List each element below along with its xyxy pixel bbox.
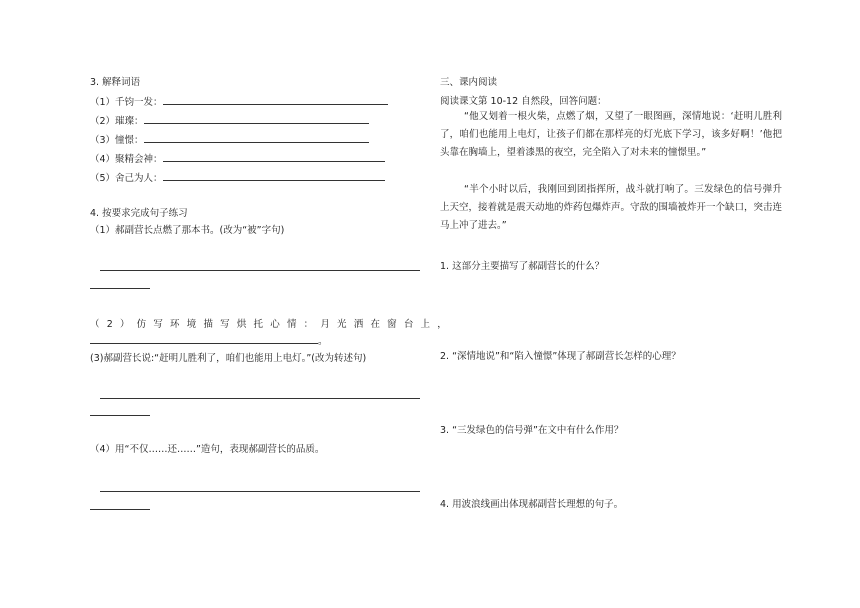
sentence-q2-blank-row [90,334,328,348]
answer-blank[interactable] [144,133,369,143]
answer-blank[interactable] [90,334,318,344]
vocab-item-1 [90,95,388,109]
reading-question-4: 4. 用波浪线画出体现郝副营长理想的句子。 [440,499,624,510]
answer-line[interactable] [90,288,150,289]
reading-question-2: 2. “深情地说”和“陷入憧憬”体现了郝副营长怎样的心理？ [440,351,681,362]
vocab-item-label: （1）千钧一发： [90,97,163,108]
section-4-heading: 4. 按要求完成句子练习 [90,208,188,219]
answer-line[interactable] [100,270,420,271]
reading-section-title: 三、课内阅读 [440,77,498,88]
sentence-q4: （4）用“不仅……还……”造句，表现郝副营长的品质。 [90,444,325,455]
answer-blank[interactable] [163,171,385,181]
section-3-heading: 3. 解释词语 [90,77,141,88]
reading-question-3: 3. “三发绿色的信号弹”在文中有什么作用？ [440,425,624,436]
sentence-q2-end: 。 [318,336,328,347]
answer-line[interactable] [100,491,420,492]
answer-line[interactable] [90,415,150,416]
answer-line[interactable] [90,509,150,510]
vocab-item-label: （4）聚精会神： [90,154,163,165]
reading-paragraph-2: “半个小时以后，我刚回到团指挥所，战斗就打响了。三发绿色的信号弹升上天空，接着就是震天动地的炸药包爆炸声。守敌的围墙被炸开一个缺口，突击连马上冲了进去。” [440,184,783,232]
reading-paragraph-1: “他又划着一根火柴，点燃了烟，又望了一眼图画，深情地说：‘赶明儿胜利了，咱们也能用上电灯，让孩子们都在那样亮的灯光底下学习，该多好啊！’他把头靠在胸墙上，望着漆黑的夜空，完全陷入了对未来的憧憬里。” [440,111,782,159]
vocab-item-3 [90,133,369,147]
vocab-item-label: （2）璀璨： [90,116,144,127]
answer-blank[interactable] [144,114,369,124]
answer-blank[interactable] [163,152,385,162]
reading-instruction: 阅读课文第 10-12 自然段，回答问题： [440,96,607,107]
vocab-item-4 [90,152,385,166]
sentence-q3: (3)郝副营长说:“赶明儿胜利了，咱们也能用上电灯。”(改为转述句) [90,353,367,364]
vocab-item-label: （5）舍己为人： [90,173,163,184]
vocab-item-label: （3）憧憬： [90,135,144,146]
answer-line[interactable] [100,398,420,399]
sentence-q1: （1）郝副营长点燃了那本书。(改为“被”字句) [90,225,285,236]
vocab-item-2 [90,114,369,128]
sentence-q2: （2）仿写环境描写烘托心情：月光洒在窗台上， [90,319,454,330]
reading-question-1: 1. 这部分主要描写了郝副营长的什么？ [440,261,605,272]
answer-blank[interactable] [163,95,388,105]
vocab-item-5 [90,171,385,185]
